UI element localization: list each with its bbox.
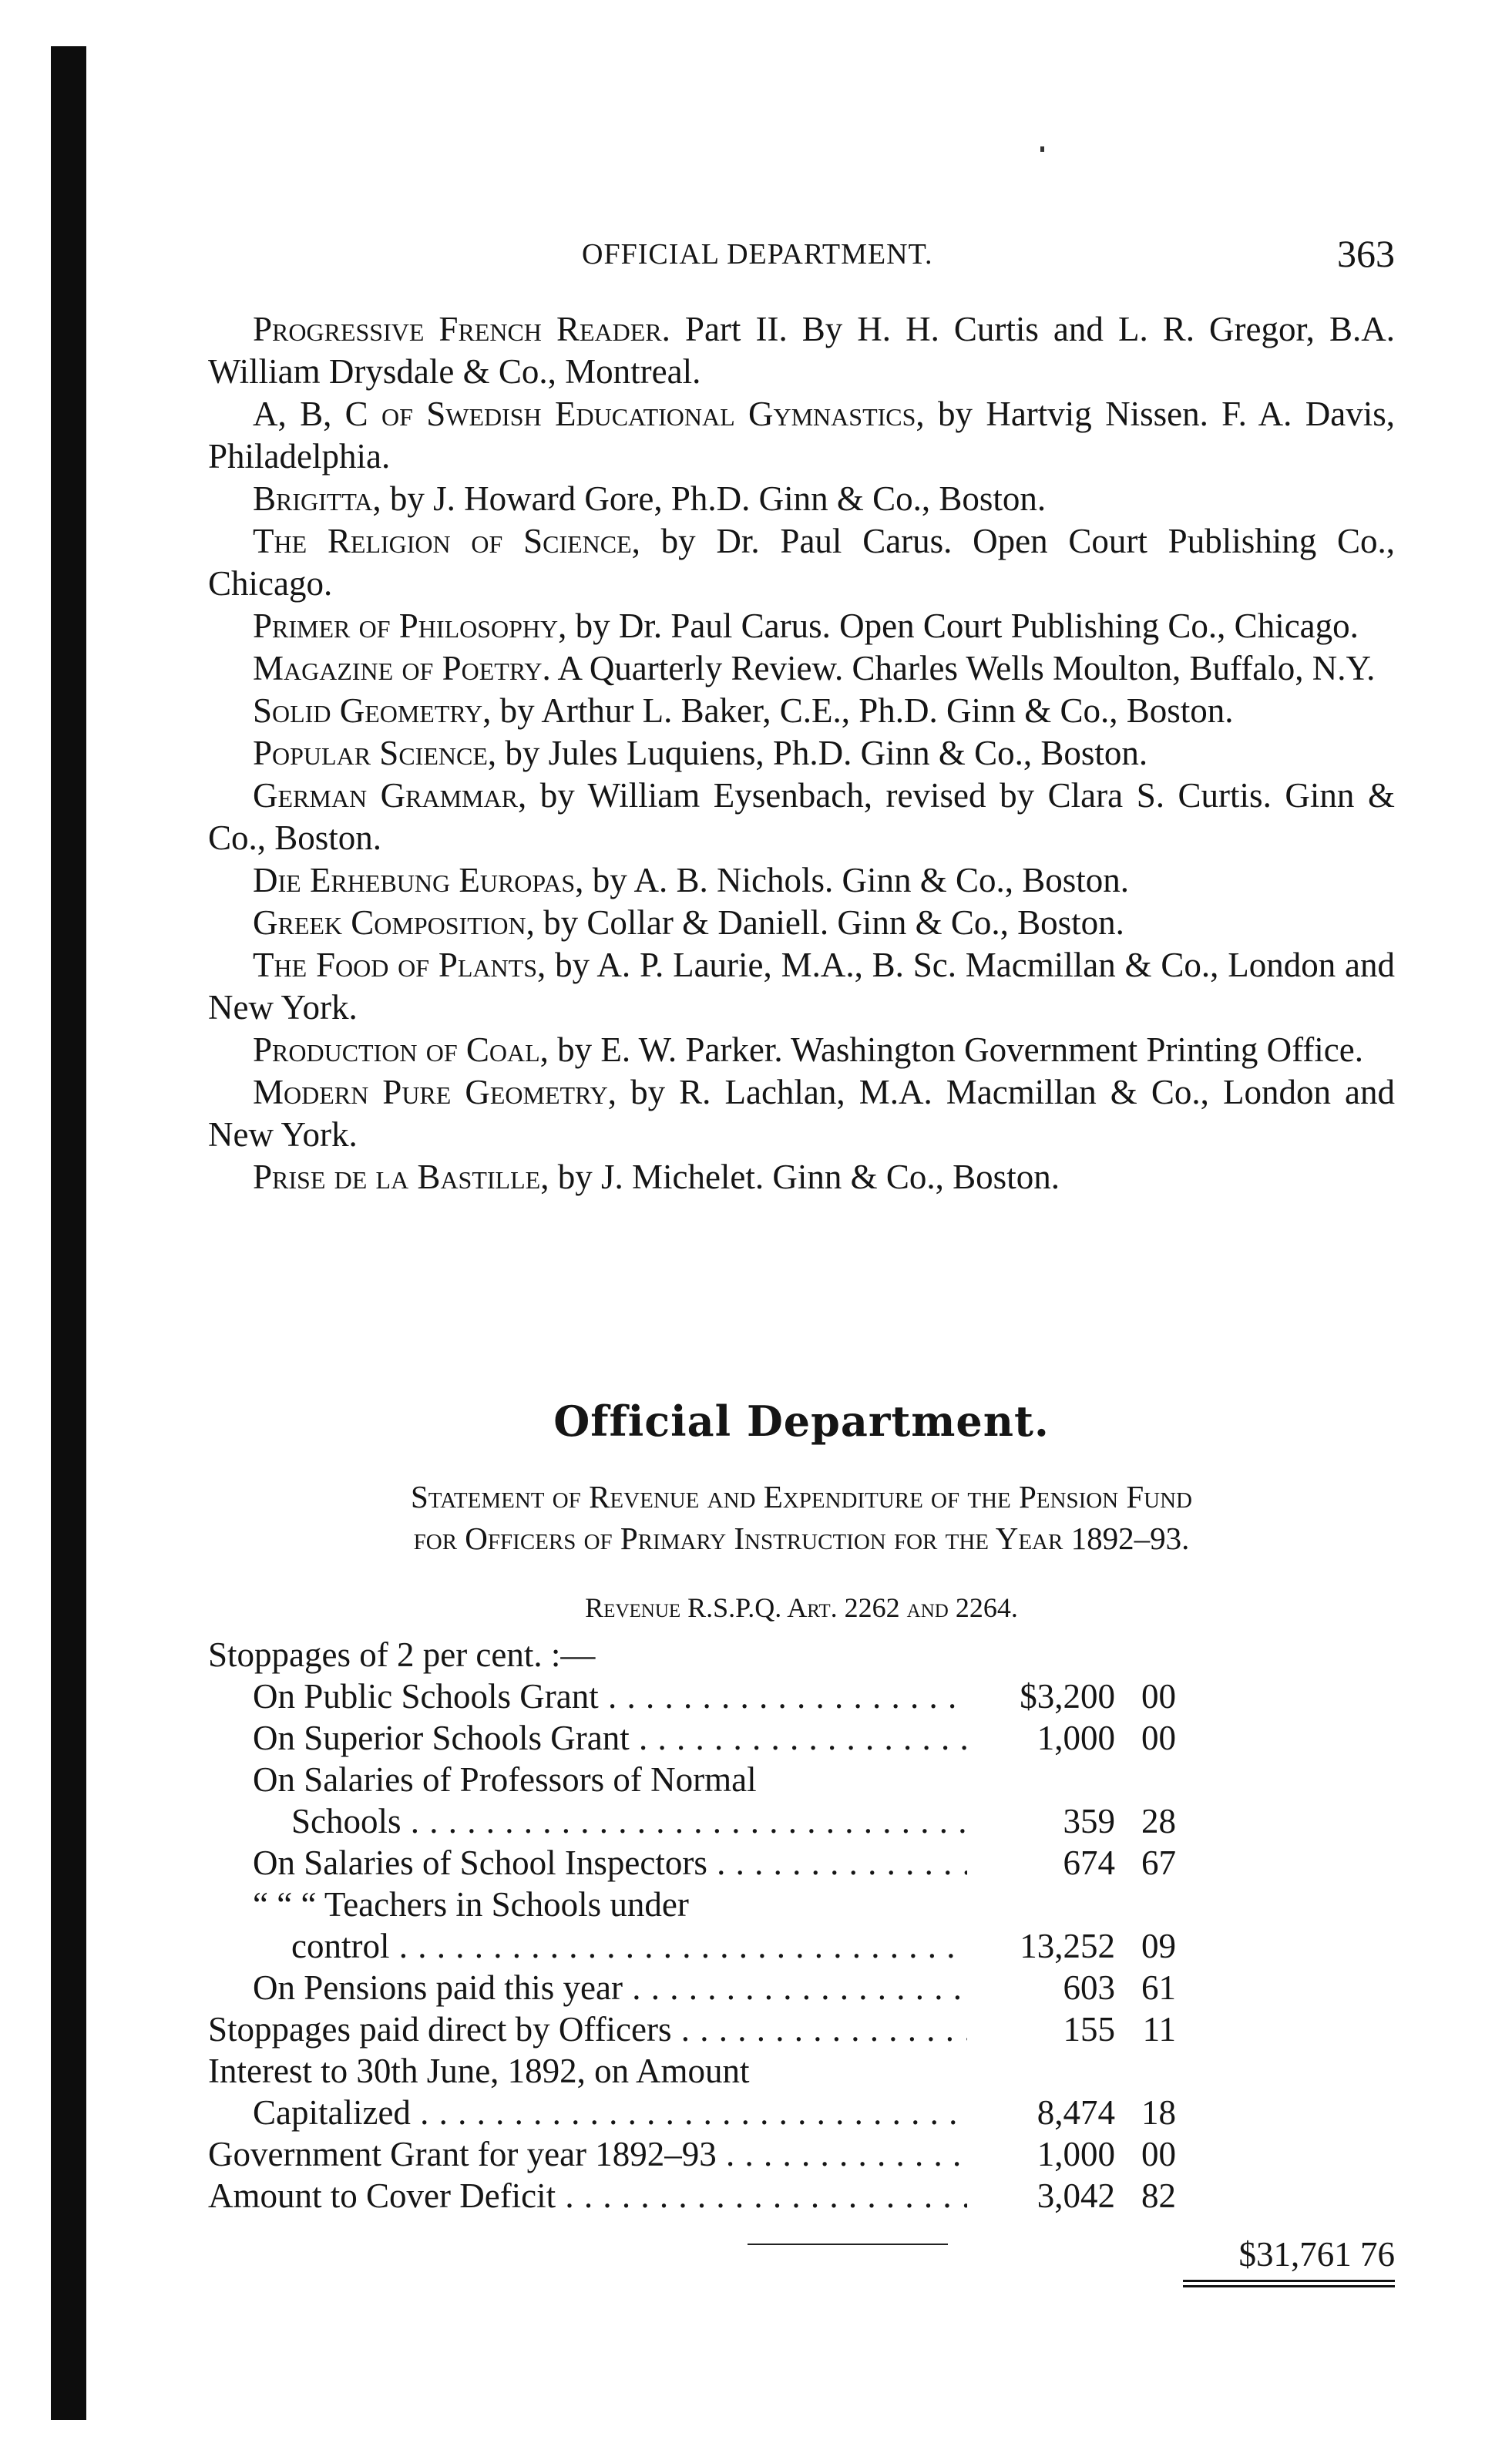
book-details: by Dr. Paul Carus. Open Court Publishing Co., Chicago. [566, 607, 1359, 645]
book-entry [208, 902, 1395, 944]
book-title: Magazine of Poetry. [253, 649, 551, 687]
dot-leader [402, 1802, 967, 1840]
book-entry [208, 520, 1395, 605]
ledger-cents: 67 [1141, 1844, 1176, 1882]
page-number: 363 [1337, 232, 1395, 275]
ledger-row [208, 1634, 1395, 1676]
ledger-cents: 61 [1141, 1968, 1176, 2007]
book-details: by A. P. Laurie, M.A., B. Sc. Macmillan & Co., London and New York. [208, 946, 1395, 1027]
book-details: by E. W. Parker. Washington Government Printing Office. [548, 1030, 1363, 1069]
ledger-dollars: $3,200 [1020, 1677, 1115, 1716]
sum-rule [748, 2244, 948, 2245]
book-details: by William Eysenbach, revised by Clara S. Curtis. Ginn & Co., Boston. [208, 776, 1395, 857]
ledger-description-text: On Salaries of Professors of Normal [253, 1760, 757, 1799]
ledger-description [291, 1800, 967, 1842]
ledger-description [253, 1884, 967, 1925]
book-details: by Arthur L. Baker, C.E., Ph.D. Ginn & Co., Boston. [491, 691, 1234, 730]
ledger-dollars: 603 [1063, 1968, 1115, 2007]
revenue-heading: Revenue R.S.P.Q. Art. 2262 and 2264. [585, 1592, 1018, 1623]
dot-leader [623, 1968, 967, 2007]
ledger-row [208, 1842, 1395, 1884]
book-entry [208, 732, 1395, 775]
ledger-description-text: On Superior Schools Grant [253, 1719, 630, 1757]
ledger-description [253, 1717, 967, 1759]
ledger-dollars: 3,042 [1037, 2176, 1115, 2215]
dot-leader [599, 1677, 967, 1716]
book-title: Popular Science, [253, 734, 497, 772]
ledger-row [208, 2008, 1395, 2050]
book-entry [208, 859, 1395, 902]
dot-leader [389, 1927, 967, 1965]
revenue-total: $31,761 76 [1238, 2235, 1395, 2274]
book-details: by J. Michelet. Ginn & Co., Boston. [549, 1158, 1060, 1196]
ledger-cents: 00 [1141, 1719, 1176, 1757]
book-title: Solid Geometry, [253, 691, 492, 730]
book-details: A Quarterly Review. Charles Wells Moulton, Buffalo, N.Y. [550, 649, 1376, 687]
ledger-row [208, 2175, 1395, 2217]
ledger-description-text: Stoppages paid direct by Officers [208, 2010, 672, 2049]
ledger-row [208, 1717, 1395, 1759]
book-details: by J. Howard Gore, Ph.D. Ginn & Co., Boston. [381, 479, 1047, 518]
ledger-cents: 18 [1141, 2093, 1176, 2132]
book-title: The Religion of Science, [253, 522, 640, 560]
book-details: by A. B. Nichols. Ginn & Co., Boston. [583, 861, 1130, 899]
running-head [208, 231, 1395, 277]
book-title: Die Erhebung Europas, [253, 861, 584, 899]
ledger-cents: 11 [1142, 2010, 1176, 2049]
book-title: Progressive French Reader. [253, 310, 670, 348]
book-entry [208, 308, 1395, 393]
ledger-row [208, 1967, 1395, 2008]
ledger-row [208, 1884, 1395, 1925]
ledger-description [253, 2092, 967, 2133]
ledger-description [208, 2050, 967, 2092]
dot-leader [672, 2010, 967, 2049]
book-title: A, B, C of Swedish Educational Gymnastics, [253, 395, 925, 433]
ledger-dollars: 674 [1063, 1844, 1115, 1882]
ledger-description-text: On Salaries of School Inspectors [253, 1844, 707, 1882]
book-entry [208, 1029, 1395, 1071]
ledger-row [208, 1676, 1395, 1717]
book-details: by Hartvig Nissen. F. A. Davis, Philadelphia. [208, 395, 1395, 476]
ledger-row [208, 1925, 1395, 1967]
statement-line-1: Statement of Revenue and Expenditure of the Pension Fund [410, 1479, 1193, 1514]
ledger-dollars: 8,474 [1037, 2093, 1115, 2132]
book-title: Production of Coal, [253, 1030, 549, 1069]
ledger-row [208, 2133, 1395, 2175]
revenue-ledger [208, 1634, 1395, 2217]
ledger-description [253, 1842, 967, 1884]
ledger-description [208, 1634, 967, 1676]
ledger-description-text: Interest to 30th June, 1892, on Amount [208, 2052, 750, 2090]
ledger-cents: 28 [1141, 1802, 1176, 1840]
dot-leader [630, 1719, 967, 1757]
total-double-rule-bottom [1183, 2285, 1395, 2287]
book-details: by Jules Luquiens, Ph.D. Ginn & Co., Boston. [496, 734, 1148, 772]
ledger-description-text: On Public Schools Grant [253, 1677, 599, 1716]
ledger-description [291, 1925, 967, 1967]
book-title: Brigitta, [253, 479, 381, 518]
book-entry [208, 605, 1395, 647]
book-details: by R. Lachlan, M.A. Macmillan & Co., London and New York. [208, 1073, 1395, 1154]
running-title: OFFICIAL DEPARTMENT. [582, 238, 933, 271]
ledger-description-text: Amount to Cover Deficit [208, 2176, 556, 2215]
ledger-description-text: “ “ “ Teachers in Schools under [253, 1885, 689, 1924]
book-entry [208, 1156, 1395, 1198]
book-entry [208, 478, 1395, 520]
book-title: The Food of Plants, [253, 946, 546, 984]
ledger-description [208, 2175, 967, 2217]
ledger-description [208, 2133, 967, 2175]
dot-leader [411, 2093, 967, 2132]
ledger-dollars: 155 [1063, 2010, 1115, 2049]
book-details: Part II. By H. H. Curtis and L. R. Gregor, B.A. William Drysdale & Co., Montreal. [208, 310, 1395, 391]
ledger-dollars: 1,000 [1037, 1719, 1115, 1757]
book-entry [208, 1071, 1395, 1156]
ledger-description [253, 1759, 967, 1800]
ledger-row [208, 1800, 1395, 1842]
ledger-description-text: control [291, 1927, 390, 1965]
ledger-description [253, 1676, 967, 1717]
book-title: Greek Composition, [253, 903, 535, 942]
dot-leader [717, 2135, 967, 2173]
book-title: Prise de la Bastille, [253, 1158, 549, 1196]
ledger-row [208, 1759, 1395, 1800]
ledger-row [208, 2050, 1395, 2092]
ledger-description-text: Government Grant for year 1892–93 [208, 2135, 717, 2173]
ledger-row [208, 2092, 1395, 2133]
statement-line-2: for Officers of Primary Instruction for the Year 1892–93. [413, 1521, 1190, 1556]
total-double-rule-top [1183, 2280, 1395, 2282]
ledger-dollars: 13,252 [1020, 1927, 1115, 1965]
ledger-description-text: Capitalized [253, 2093, 411, 2132]
book-entry [208, 393, 1395, 478]
dot-leader [556, 2176, 967, 2215]
ledger-dollars: 359 [1063, 1802, 1115, 1840]
book-title: Modern Pure Geometry, [253, 1073, 617, 1111]
ledger-cents: 00 [1141, 2135, 1176, 2173]
ledger-cents: 82 [1141, 2176, 1176, 2215]
print-speck [1040, 146, 1044, 152]
ledger-cents: 00 [1141, 1677, 1176, 1716]
book-list [208, 308, 1395, 1198]
department-heading: Official Department. [553, 1397, 1050, 1446]
statement-title [208, 1476, 1395, 1559]
book-entry [208, 944, 1395, 1029]
book-details: by Dr. Paul Carus. Open Court Publishing Co., Chicago. [208, 522, 1395, 603]
page-binding-edge [51, 46, 86, 2420]
book-details: by Collar & Daniell. Ginn & Co., Boston. [534, 903, 1124, 942]
ledger-cents: 09 [1141, 1927, 1176, 1965]
book-entry [208, 775, 1395, 859]
book-title: German Grammar, [253, 776, 527, 815]
book-title: Primer of Philosophy, [253, 607, 567, 645]
ledger-description [208, 2008, 967, 2050]
ledger-description-text: Stoppages of 2 per cent. :— [208, 1635, 596, 1674]
book-entry [208, 647, 1395, 690]
ledger-description-text: On Pensions paid this year [253, 1968, 623, 2007]
book-entry [208, 690, 1395, 732]
ledger-dollars: 1,000 [1037, 2135, 1115, 2173]
ledger-description-text: Schools [291, 1802, 402, 1840]
ledger-description [253, 1967, 967, 2008]
dot-leader [707, 1844, 967, 1882]
